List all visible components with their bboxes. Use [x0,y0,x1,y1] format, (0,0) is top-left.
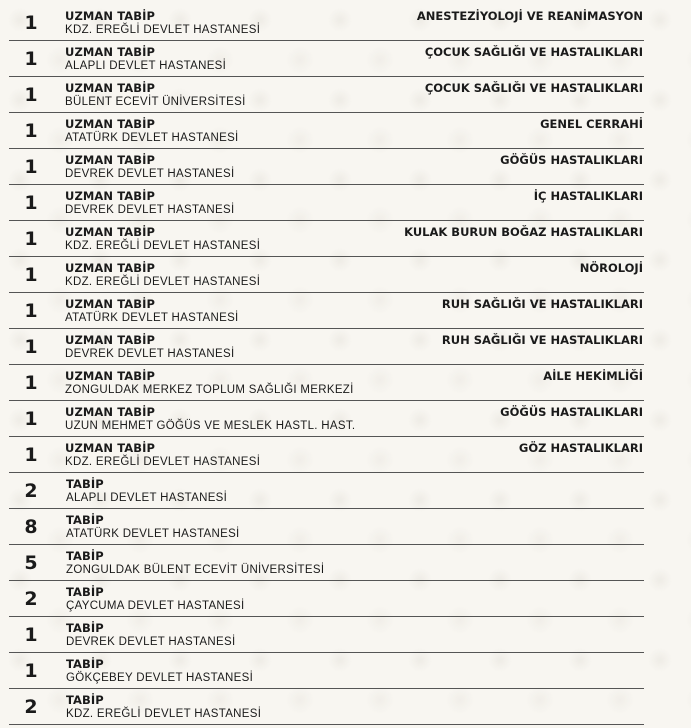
position-title: UZMAN TABİP [65,369,156,383]
specialty-name: GÖZ HASTALIKLARI [518,441,643,455]
position-count: 1 [24,372,38,394]
position-count: 1 [24,408,38,430]
list-item [0,329,691,365]
specialty-name: AİLE HEKİMLİĞİ [543,369,643,383]
position-count: 1 [24,264,38,286]
position-title: UZMAN TABİP [65,45,156,59]
position-count: 1 [24,300,38,322]
position-title: UZMAN TABİP [65,261,156,275]
position-count: 1 [24,624,38,646]
position-title: TABİP [66,513,104,527]
position-title: TABİP [66,477,104,491]
position-title: TABİP [66,657,104,671]
position-count: 1 [24,120,38,142]
list-item [0,257,691,293]
list-item [0,77,691,113]
position-count: 2 [24,588,38,610]
specialty-name: KULAK BURUN BOĞAZ HASTALIKLARI [404,225,643,239]
position-count: 1 [24,48,38,70]
institution-name: ÇAYCUMA DEVLET HASTANESİ [66,600,245,612]
position-title: UZMAN TABİP [65,9,156,23]
position-count: 2 [24,696,38,718]
institution-name: KDZ. EREĞLİ DEVLET HASTANESİ [66,708,262,720]
institution-name: ALAPLI DEVLET HASTANESİ [66,492,228,504]
list-item [0,653,691,689]
list-item [0,149,691,185]
list-item [0,509,691,545]
position-count: 5 [24,552,38,574]
list-item [0,401,691,437]
position-title: UZMAN TABİP [65,189,156,203]
institution-name: DEVREK DEVLET HASTANESİ [65,348,235,360]
position-title: TABİP [66,549,104,563]
list-item [0,41,691,77]
specialty-name: ANESTEZİYOLOJİ VE REANİMASYON [416,9,643,23]
institution-name: KDZ. EREĞLİ DEVLET HASTANESİ [65,240,261,252]
position-title: TABİP [66,621,104,635]
institution-name: DEVREK DEVLET HASTANESİ [66,636,236,648]
position-count: 1 [24,336,38,358]
institution-name: ATATÜRK DEVLET HASTANESİ [65,312,239,324]
list-item [0,545,691,581]
specialty-name: RUH SAĞLIĞI VE HASTALIKLARI [441,297,643,311]
position-title: UZMAN TABİP [65,81,156,95]
institution-name: KDZ. EREĞLİ DEVLET HASTANESİ [65,24,261,36]
specialty-name: GENEL CERRAHİ [540,117,643,131]
specialty-name: GÖĞÜS HASTALIKLARI [500,153,643,167]
list-item [0,581,691,617]
list-item [0,689,691,725]
position-title: TABİP [66,693,104,707]
list-item [0,365,691,401]
specialty-name: GÖĞÜS HASTALIKLARI [500,405,643,419]
position-title: UZMAN TABİP [65,297,156,311]
institution-name: ATATÜRK DEVLET HASTANESİ [66,528,240,540]
list-item [0,437,691,473]
position-count: 1 [24,444,38,466]
position-title: UZMAN TABİP [65,441,156,455]
institution-name: KDZ. EREĞLİ DEVLET HASTANESİ [65,456,261,468]
position-title: UZMAN TABİP [65,333,156,347]
position-title: UZMAN TABİP [65,225,156,239]
list-item [0,221,691,257]
list-item [0,293,691,329]
institution-name: ATATÜRK DEVLET HASTANESİ [65,132,239,144]
institution-name: ALAPLI DEVLET HASTANESİ [65,60,227,72]
list-item [0,5,691,41]
institution-name: ZONGULDAK MERKEZ TOPLUM SAĞLIĞI MERKEZİ [65,384,354,396]
position-count: 1 [24,192,38,214]
position-count: 1 [24,156,38,178]
position-list [0,5,691,725]
list-item [0,617,691,653]
institution-name: UZUN MEHMET GÖĞÜS VE MESLEK HASTL. HAST. [65,420,356,432]
list-item [0,113,691,149]
specialty-name: ÇOCUK SAĞLIĞI VE HASTALIKLARI [424,45,643,59]
position-count: 2 [24,480,38,502]
specialty-name: NÖROLOJİ [579,261,643,275]
list-item [0,185,691,221]
specialty-name: ÇOCUK SAĞLIĞI VE HASTALIKLARI [424,81,643,95]
position-title: TABİP [66,585,104,599]
position-title: UZMAN TABİP [65,117,156,131]
position-count: 1 [24,228,38,250]
institution-name: DEVREK DEVLET HASTANESİ [65,168,235,180]
institution-name: KDZ. EREĞLİ DEVLET HASTANESİ [65,276,261,288]
specialty-name: İÇ HASTALIKLARI [533,189,643,203]
specialty-name: RUH SAĞLIĞI VE HASTALIKLARI [441,333,643,347]
position-count: 1 [24,12,38,34]
position-count: 1 [24,84,38,106]
institution-name: DEVREK DEVLET HASTANESİ [65,204,235,216]
institution-name: GÖKÇEBEY DEVLET HASTANESİ [66,672,254,684]
position-title: UZMAN TABİP [65,153,156,167]
position-title: UZMAN TABİP [65,405,156,419]
institution-name: BÜLENT ECEVİT ÜNİVERSİTESİ [65,96,246,108]
position-count: 1 [24,660,38,682]
position-count: 8 [24,516,38,538]
institution-name: ZONGULDAK BÜLENT ECEVİT ÜNİVERSİTESİ [66,564,325,576]
list-item [0,473,691,509]
